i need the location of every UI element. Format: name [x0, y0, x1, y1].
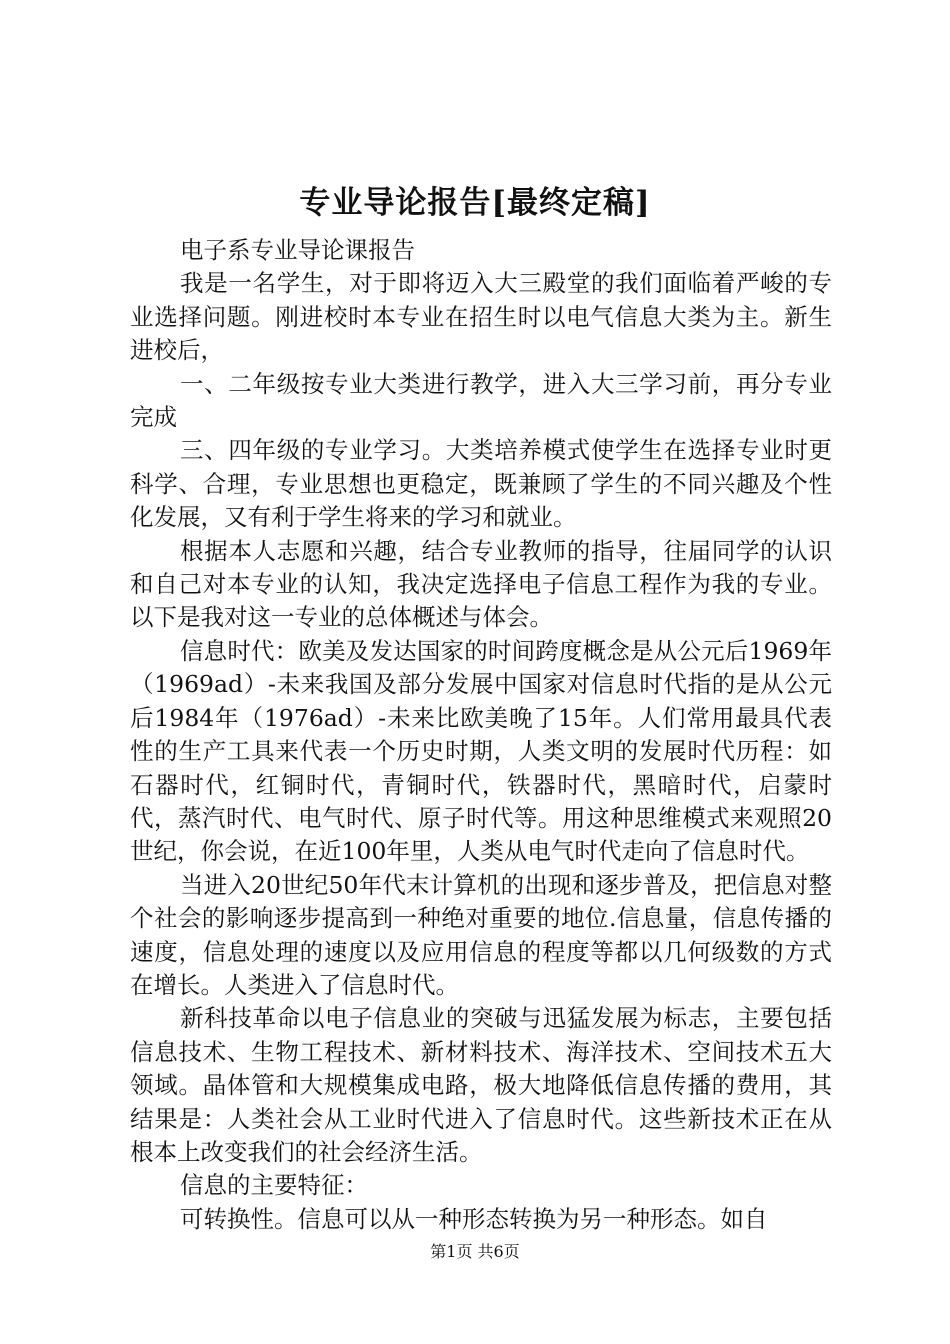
paragraph: 一、二年级按专业大类进行教学，进入大三学习前，再分专业完成	[130, 369, 832, 432]
paragraph: 可转换性。信息可以从一种形态转换为另一种形态。如自	[180, 1204, 768, 1233]
paragraph: 根据本人志愿和兴趣，结合专业教师的指导，往届同学的认识和自己对本专业的认知，我决定选择电子信息工程作为我的专业。以下是我对这一专业的总体概述与体会。	[130, 536, 832, 632]
paragraph: 我是一名学生，对于即将迈入大三殿堂的我们面临着严峻的专业选择问题。刚进校时本专业在招生时以电气信息大类为主。新生进校后，	[130, 269, 832, 365]
paragraph: 信息的主要特征：	[180, 1171, 368, 1200]
page-number-footer: 第1页 共6页	[430, 1242, 520, 1261]
paragraph: 信息时代：欧美及发达国家的时间跨度概念是从公元后1969年（1969ad）-未来我国及部分发展中国家对信息时代指的是从公元后1984年（1976ad）-未来比欧美晚了15年。人们常用最具代表性的生产工具来代表一个历史时期，人类文明的发展时代历程：如石器时代，红铜时代，青铜时代，铁器时代，黑暗时代，启蒙时代，蒸汽时代、电气时代、原子时代等。用这种思维模式来观照20世纪，你会说，在近100年里，人类从电气时代走向了信息时代。	[130, 636, 832, 866]
paragraph: 电子系专业导论课报告	[180, 236, 415, 264]
paragraph: 三、四年级的专业学习。大类培养模式使学生在选择专业时更科学、合理，专业思想也更稳定，既兼顾了学生的不同兴趣及个性化发展，又有利于学生将来的学习和就业。	[130, 436, 832, 532]
paragraph: 新科技革命以电子信息业的突破与迅猛发展为标志，主要包括信息技术、生物工程技术、新材料技术、海洋技术、空间技术五大领域。晶体管和大规模集成电路，极大地降低信息传播的费用，其结果是：人类社会从工业时代进入了信息时代。这些新技术正在从根本上改变我们的社会经济生活。	[130, 1004, 832, 1166]
document-title: 专业导论报告[最终定稿]	[299, 185, 651, 221]
document-body	[130, 234, 832, 1236]
paragraph: 当进入20世纪50年代末计算机的出现和逐步普及，把信息对整个社会的影响逐步提高到一种绝对重要的地位.信息量，信息传播的速度，信息处理的速度以及应用信息的程度等都以几何级数的方式在增长。人类进入了信息时代。	[130, 870, 832, 999]
